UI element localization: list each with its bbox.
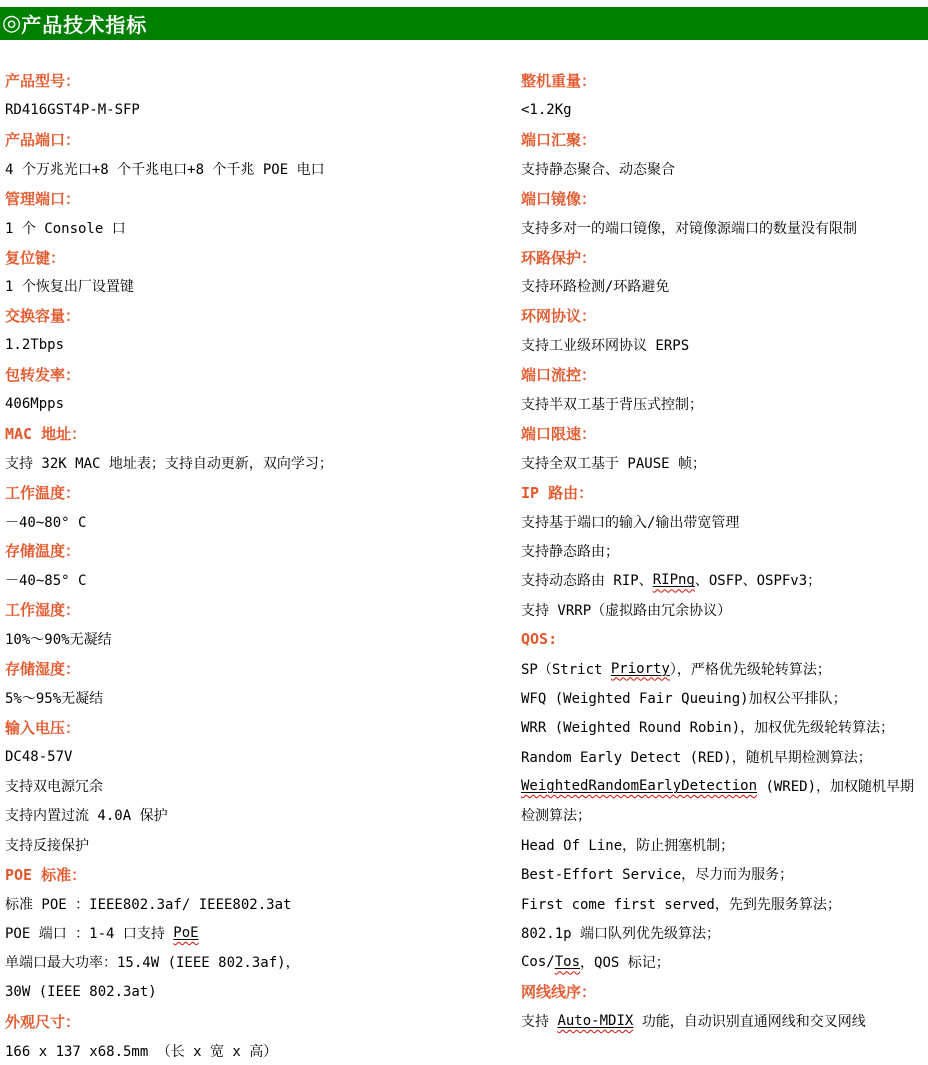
- text-segment: QOS:: [521, 630, 558, 649]
- spec-text: [5, 1036, 485, 1065]
- text-segment: 复位键：: [5, 248, 66, 267]
- spec-text: [521, 154, 925, 183]
- underlined-misspelled-word: [173, 925, 198, 941]
- text-segment: DC48-57V: [5, 748, 73, 765]
- spec-text: [5, 566, 485, 595]
- text-segment: 环网协议：: [521, 307, 597, 326]
- spec-text: [521, 448, 925, 477]
- spec-heading: [5, 595, 485, 624]
- spec-heading: [5, 242, 485, 271]
- spec-text: [521, 860, 925, 889]
- spec-text: [521, 272, 925, 301]
- text-segment: 支持环路检测/环路避免: [521, 279, 670, 296]
- text-segment: 包转发率：: [5, 366, 81, 385]
- spec-text: [521, 830, 925, 859]
- spec-text: [5, 742, 485, 771]
- text-segment: 支持基于端口的输入/输出带宽管理: [521, 514, 740, 531]
- text-segment: 166 x 137 x68.5mm （长 x 宽 x 高）: [5, 1043, 278, 1060]
- text-segment: RD416GST4P-M-SFP: [5, 102, 140, 119]
- spec-text: [5, 272, 485, 301]
- text-segment: 产品端口：: [5, 130, 81, 149]
- spec-text: [5, 771, 485, 800]
- text-segment: 支持: [521, 1014, 558, 1031]
- text-segment: 406Mpps: [5, 395, 65, 412]
- text-segment: 功能，自动识别直通网线和交叉网线: [633, 1014, 866, 1031]
- text-segment: 1 个 Console 口: [5, 220, 126, 237]
- text-segment: 端口汇聚：: [521, 130, 597, 149]
- text-segment: 存储温度：: [5, 542, 81, 561]
- spec-text: [5, 889, 485, 918]
- text-segment: IP 路由：: [521, 483, 594, 502]
- spec-heading: [5, 360, 485, 389]
- spec-heading: [5, 1007, 485, 1036]
- bullseye-icon: ◎: [2, 10, 22, 36]
- text-segment: 标准 POE ：IEEE802.3af/ IEEE802.3at: [5, 896, 292, 913]
- spec-heading: [5, 66, 485, 95]
- spec-text: [521, 536, 925, 565]
- spec-heading: [5, 419, 485, 448]
- spellcheck-squiggle-text: WeightedRandomEarlyDetection: [521, 778, 758, 795]
- text-segment: WRR (Weighted Round Robin)，加权优先级轮转算法；: [521, 720, 895, 737]
- spec-heading: [5, 477, 485, 506]
- underlined-misspelled-word: [611, 661, 670, 677]
- spec-text: [5, 213, 485, 242]
- spec-text: [5, 507, 485, 536]
- spec-text: [521, 889, 925, 918]
- section-header-bar: [0, 7, 928, 40]
- text-segment: 支持反接保护: [5, 837, 89, 854]
- spec-text: [5, 624, 485, 653]
- text-segment: 管理端口：: [5, 189, 81, 208]
- text-segment: 端口限速：: [521, 424, 597, 443]
- spec-heading: [5, 713, 485, 742]
- text-segment: 支持内置过流 4.0A 保护: [5, 808, 168, 825]
- text-segment: 端口镜像：: [521, 189, 597, 208]
- spec-heading: [521, 977, 925, 1006]
- spec-text: [521, 95, 925, 124]
- spec-text: [521, 713, 925, 742]
- text-segment: －40~80° C: [5, 514, 87, 531]
- spec-text: [521, 771, 925, 800]
- text-segment: <1.2Kg: [521, 102, 572, 119]
- text-segment: Cos/: [521, 954, 555, 971]
- text-segment: 端口流控：: [521, 366, 597, 385]
- spec-text: [5, 331, 485, 360]
- spec-column-right: [521, 66, 925, 1036]
- spec-text: [521, 389, 925, 418]
- text-segment: 1.2Tbps: [5, 337, 65, 354]
- spec-text: [521, 948, 925, 977]
- spec-heading: [521, 477, 925, 506]
- spec-text: [521, 742, 925, 771]
- underlined-misspelled-word: [521, 778, 757, 794]
- text-segment: 整机重量：: [521, 72, 597, 91]
- text-segment: 检测算法；: [521, 808, 591, 825]
- spellcheck-squiggle-text: Priorty: [610, 660, 670, 677]
- spec-text: [521, 801, 925, 830]
- text-segment: 单端口最大功率：15.4W (IEEE 802.3af)，: [5, 955, 300, 972]
- spec-text: [5, 95, 485, 124]
- text-segment: 产品型号：: [5, 72, 81, 91]
- spec-text: [521, 595, 925, 624]
- spec-heading: [521, 624, 925, 653]
- underlined-misspelled-word: [653, 572, 695, 588]
- spellcheck-squiggle-text: Auto-MDIX: [557, 1013, 634, 1030]
- spec-heading: [521, 419, 925, 448]
- text-segment: 10%～90%无凝结: [5, 632, 112, 649]
- spellcheck-squiggle-text: Tos: [554, 954, 581, 971]
- text-segment: 、OSFP、OSPFv3；: [694, 573, 822, 590]
- text-segment: Random Early Detect (RED)，随机早期检测算法；: [521, 749, 872, 766]
- text-segment: 支持双电源冗余: [5, 779, 103, 796]
- text-segment: (WRED)，加权随机早期: [757, 779, 915, 796]
- text-segment: 支持半双工基于背压式控制；: [521, 396, 703, 413]
- spec-text: [521, 213, 925, 242]
- spec-heading: [5, 184, 485, 213]
- spellcheck-squiggle-text: PoE: [173, 925, 199, 942]
- spec-text: [5, 448, 485, 477]
- spec-text: [521, 654, 925, 683]
- text-segment: POE 端口 ：1-4 口支持: [5, 926, 174, 943]
- text-segment: 工作温度：: [5, 483, 81, 502]
- text-segment: POE 标准：: [5, 865, 87, 884]
- spec-text: [521, 507, 925, 536]
- spec-text: [5, 801, 485, 830]
- text-segment: 网线线序：: [521, 983, 597, 1002]
- spec-text: [5, 389, 485, 418]
- text-segment: 存储湿度：: [5, 660, 81, 678]
- text-segment: 5%～95%无凝结: [5, 690, 104, 707]
- spec-heading: [521, 125, 925, 154]
- spec-heading: [521, 242, 925, 271]
- text-segment: 支持多对一的端口镜像，对镜像源端口的数量没有限制: [521, 220, 857, 237]
- spec-text: [521, 683, 925, 712]
- spec-heading: [521, 66, 925, 95]
- text-segment: 支持静态聚合、动态聚合: [521, 161, 675, 178]
- text-segment: 交换容量：: [5, 307, 81, 326]
- text-segment: 输入电压：: [5, 718, 81, 737]
- spec-text: [521, 566, 925, 595]
- spec-text: [5, 830, 485, 859]
- spec-heading: [521, 184, 925, 213]
- text-segment: WFQ (Weighted Fair Queuing)加权公平排队；: [521, 690, 847, 707]
- text-segment: 工作湿度：: [5, 601, 81, 620]
- text-segment: 环路保护：: [521, 248, 597, 267]
- spec-heading: [5, 125, 485, 154]
- spec-heading: [5, 860, 485, 889]
- text-segment: ，QOS 标记；: [580, 955, 670, 972]
- spec-text: [521, 1007, 925, 1036]
- text-segment: 支持 VRRP（虚拟路由冗余协议）: [521, 602, 732, 619]
- spec-heading: [5, 301, 485, 330]
- spec-text: [5, 977, 485, 1006]
- text-segment: －40~85° C: [5, 573, 87, 590]
- text-segment: 支持静态路由；: [521, 543, 619, 560]
- text-segment: 支持 32K MAC 地址表；支持自动更新，双向学习；: [5, 455, 333, 472]
- text-segment: ），严格优先级轮转算法；: [669, 661, 831, 678]
- underlined-misspelled-word: [557, 1013, 633, 1029]
- spec-heading: [5, 654, 485, 683]
- text-segment: 外观尺寸：: [5, 1012, 81, 1031]
- spec-text: [5, 154, 485, 183]
- text-segment: 1 个恢复出厂设置键: [5, 279, 134, 296]
- spec-heading: [5, 536, 485, 565]
- spec-text: [5, 918, 485, 947]
- spec-heading: [521, 360, 925, 389]
- page-title: 产品技术指标: [21, 13, 148, 37]
- spec-column-left: [5, 66, 485, 1065]
- text-segment: 30W (IEEE 802.3at): [5, 983, 157, 1000]
- spec-text: [521, 331, 925, 360]
- spellcheck-squiggle-text: RIPng: [652, 572, 695, 589]
- text-segment: SP（Strict: [521, 661, 611, 678]
- text-segment: 支持动态路由 RIP、: [521, 573, 653, 590]
- text-segment: 802.1p 端口队列优先级算法；: [521, 926, 721, 943]
- underlined-misspelled-word: [555, 954, 580, 970]
- text-segment: Head Of Line，防止拥塞机制；: [521, 837, 735, 854]
- text-segment: 4 个万兆光口+8 个千兆电口+8 个千兆 POE 电口: [5, 161, 325, 178]
- spec-text: [5, 683, 485, 712]
- text-segment: 支持全双工基于 PAUSE 帧；: [521, 455, 707, 472]
- spec-text: [5, 948, 485, 977]
- spec-heading: [521, 301, 925, 330]
- text-segment: Best-Effort Service，尽力而为服务；: [521, 867, 794, 884]
- spec-text: [521, 918, 925, 947]
- text-segment: MAC 地址：: [5, 424, 87, 443]
- text-segment: 支持工业级环网协议 ERPS: [521, 338, 690, 355]
- text-segment: First come first served，先到先服务算法；: [521, 896, 841, 913]
